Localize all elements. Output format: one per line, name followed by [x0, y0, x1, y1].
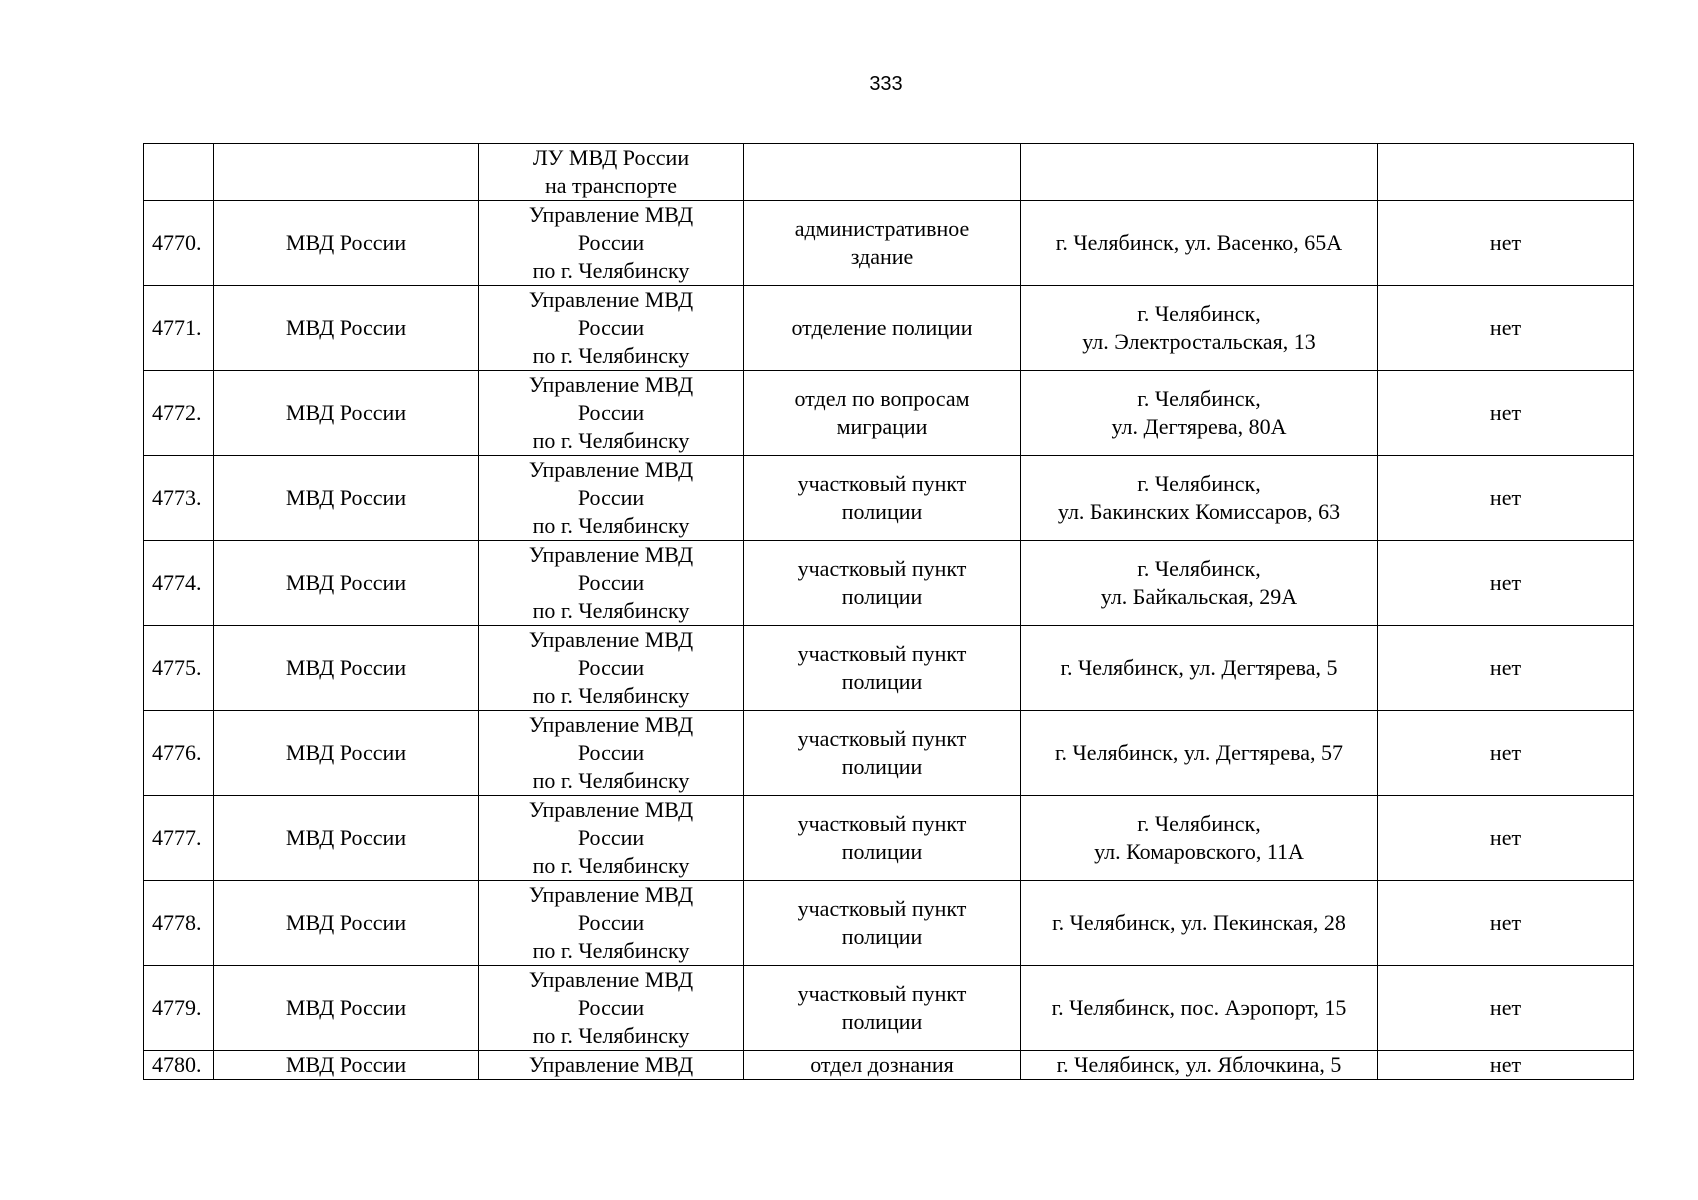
- cell-ministry: МВД России: [214, 286, 479, 371]
- cell-object-type-line: участковый пункт: [797, 981, 967, 1006]
- cell-ministry: [214, 144, 479, 201]
- cell-address: [1021, 881, 1378, 966]
- cell-department: [479, 456, 744, 541]
- table-row: [144, 796, 1634, 881]
- cell-object-type-line: полиции: [841, 754, 923, 779]
- cell-address: [1021, 626, 1378, 711]
- cell-flag: нет: [1378, 711, 1634, 796]
- cell-flag: нет: [1378, 201, 1634, 286]
- table-row: [144, 286, 1634, 371]
- cell-department-line: Управление МВД: [528, 372, 694, 397]
- cell-address: [1021, 286, 1378, 371]
- cell-number: 4770.: [144, 201, 214, 286]
- cell-department-line: Управление МВД: [528, 1052, 694, 1077]
- cell-department: [479, 201, 744, 286]
- cell-address: [1021, 541, 1378, 626]
- cell-department-line: России: [577, 825, 645, 850]
- cell-department-line: Управление МВД: [528, 712, 694, 737]
- cell-number: 4774.: [144, 541, 214, 626]
- cell-department-line: Управление МВД: [528, 967, 694, 992]
- cell-department: [479, 881, 744, 966]
- cell-department-line: России: [577, 400, 645, 425]
- cell-object-type-line: участковый пункт: [797, 896, 967, 921]
- cell-object-type-line: полиции: [841, 499, 923, 524]
- cell-object-type-line: участковый пункт: [797, 726, 967, 751]
- cell-address-line: г. Челябинск, пос. Аэропорт, 15: [1051, 995, 1347, 1020]
- cell-department: [479, 711, 744, 796]
- cell-object-type: [744, 456, 1021, 541]
- cell-department-line: по г. Челябинску: [532, 768, 690, 793]
- cell-address-line: ул. Дегтярева, 80А: [1111, 414, 1287, 439]
- cell-object-type: [744, 966, 1021, 1051]
- cell-department-line: Управление МВД: [528, 882, 694, 907]
- cell-department: [479, 286, 744, 371]
- cell-address: [1021, 711, 1378, 796]
- table-row: [144, 371, 1634, 456]
- table-row: [144, 626, 1634, 711]
- cell-department-line: ЛУ МВД России: [532, 145, 690, 170]
- table-row: [144, 881, 1634, 966]
- cell-address-line: г. Челябинск, ул. Дегтярева, 57: [1054, 740, 1344, 765]
- cell-address: [1021, 966, 1378, 1051]
- cell-department-line: по г. Челябинску: [532, 598, 690, 623]
- cell-object-type-line: участковый пункт: [797, 556, 967, 581]
- cell-ministry: МВД России: [214, 966, 479, 1051]
- cell-number: 4778.: [144, 881, 214, 966]
- cell-ministry: МВД России: [214, 711, 479, 796]
- cell-object-type-line: отдел по вопросам: [794, 386, 970, 411]
- cell-object-type-line: участковый пункт: [797, 811, 967, 836]
- cell-department-line: по г. Челябинску: [532, 428, 690, 453]
- cell-department-line: России: [577, 570, 645, 595]
- table-row: [144, 1051, 1634, 1080]
- cell-ministry: МВД России: [214, 796, 479, 881]
- cell-department-line: Управление МВД: [528, 627, 694, 652]
- cell-department-line: Управление МВД: [528, 202, 694, 227]
- cell-object-type-line: административное: [794, 216, 970, 241]
- cell-object-type-line: миграции: [836, 414, 928, 439]
- cell-address-line: г. Челябинск,: [1137, 301, 1261, 326]
- cell-address: [1021, 144, 1378, 201]
- cell-ministry: МВД России: [214, 456, 479, 541]
- table-row: [144, 456, 1634, 541]
- cell-department-line: по г. Челябинску: [532, 1023, 690, 1048]
- cell-ministry: МВД России: [214, 881, 479, 966]
- cell-number: 4779.: [144, 966, 214, 1051]
- cell-department-line: Управление МВД: [528, 457, 694, 482]
- cell-department: [479, 966, 744, 1051]
- cell-department-line: России: [577, 655, 645, 680]
- cell-address: [1021, 201, 1378, 286]
- cell-object-type-line: полиции: [841, 839, 923, 864]
- table-row-continuation: [144, 144, 1634, 201]
- cell-department-line: России: [577, 230, 645, 255]
- cell-department: [479, 626, 744, 711]
- cell-address-line: ул. Байкальская, 29А: [1100, 584, 1298, 609]
- cell-address-line: ул. Электростальская, 13: [1082, 329, 1316, 354]
- cell-department-line: по г. Челябинску: [532, 683, 690, 708]
- cell-department-line: Управление МВД: [528, 542, 694, 567]
- cell-address-line: г. Челябинск, ул. Яблочкина, 5: [1056, 1052, 1342, 1077]
- cell-object-type-line: участковый пункт: [797, 471, 967, 496]
- cell-flag: нет: [1378, 541, 1634, 626]
- cell-department-line: по г. Челябинску: [532, 938, 690, 963]
- cell-address-line: г. Челябинск,: [1137, 811, 1261, 836]
- cell-department: [479, 371, 744, 456]
- cell-object-type-line: полиции: [841, 669, 923, 694]
- cell-department-line: на транспорте: [544, 173, 678, 198]
- cell-department-line: России: [577, 740, 645, 765]
- cell-object-type: [744, 881, 1021, 966]
- cell-object-type-line: полиции: [841, 584, 923, 609]
- cell-department: [479, 1051, 744, 1080]
- cell-object-type: [744, 711, 1021, 796]
- cell-address-line: г. Челябинск, ул. Васенко, 65А: [1055, 230, 1343, 255]
- cell-object-type: [744, 541, 1021, 626]
- cell-department-line: России: [577, 910, 645, 935]
- cell-number: 4773.: [144, 456, 214, 541]
- cell-flag: нет: [1378, 796, 1634, 881]
- cell-object-type-line: отдел дознания: [810, 1052, 954, 1077]
- cell-object-type: [744, 144, 1021, 201]
- cell-ministry: МВД России: [214, 201, 479, 286]
- cell-address-line: г. Челябинск,: [1137, 386, 1261, 411]
- cell-address-line: ул. Бакинских Комиссаров, 63: [1057, 499, 1341, 524]
- cell-number: 4775.: [144, 626, 214, 711]
- table-row: [144, 541, 1634, 626]
- cell-object-type-line: полиции: [841, 924, 923, 949]
- cell-number: 4771.: [144, 286, 214, 371]
- cell-object-type: [744, 286, 1021, 371]
- cell-flag: нет: [1378, 626, 1634, 711]
- cell-department-line: по г. Челябинску: [532, 258, 690, 283]
- registry-table: [143, 143, 1634, 1080]
- table-row: [144, 711, 1634, 796]
- cell-number: 4780.: [144, 1051, 214, 1080]
- cell-flag: нет: [1378, 881, 1634, 966]
- cell-object-type: [744, 201, 1021, 286]
- cell-flag: нет: [1378, 1051, 1634, 1080]
- cell-flag: нет: [1378, 286, 1634, 371]
- cell-object-type: [744, 371, 1021, 456]
- cell-department: [479, 796, 744, 881]
- cell-number: 4776.: [144, 711, 214, 796]
- cell-object-type-line: участковый пункт: [797, 641, 967, 666]
- cell-address-line: г. Челябинск, ул. Пекинская, 28: [1052, 910, 1346, 935]
- cell-object-type: [744, 626, 1021, 711]
- cell-department-line: России: [577, 315, 645, 340]
- cell-department-line: России: [577, 485, 645, 510]
- table-row: [144, 201, 1634, 286]
- cell-department-line: Управление МВД: [528, 287, 694, 312]
- page-number: 333: [869, 73, 903, 95]
- cell-department: [479, 144, 744, 201]
- cell-number: [144, 144, 214, 201]
- cell-address-line: г. Челябинск,: [1137, 471, 1261, 496]
- cell-ministry: МВД России: [214, 1051, 479, 1080]
- cell-ministry: МВД России: [214, 371, 479, 456]
- cell-address: [1021, 456, 1378, 541]
- cell-address-line: г. Челябинск,: [1137, 556, 1261, 581]
- cell-object-type-line: полиции: [841, 1009, 923, 1034]
- cell-department: [479, 541, 744, 626]
- cell-object-type-line: отделение полиции: [791, 315, 973, 340]
- cell-object-type-line: здание: [850, 244, 914, 269]
- cell-ministry: МВД России: [214, 541, 479, 626]
- cell-department-line: по г. Челябинску: [532, 343, 690, 368]
- table-body: [144, 144, 1634, 1080]
- cell-department-line: по г. Челябинску: [532, 513, 690, 538]
- cell-flag: нет: [1378, 371, 1634, 456]
- cell-flag: нет: [1378, 966, 1634, 1051]
- cell-address: [1021, 796, 1378, 881]
- table-row: [144, 966, 1634, 1051]
- cell-address-line: г. Челябинск, ул. Дегтярева, 5: [1060, 655, 1338, 680]
- cell-department-line: России: [577, 995, 645, 1020]
- cell-address: [1021, 371, 1378, 456]
- cell-object-type: [744, 1051, 1021, 1080]
- cell-ministry: МВД России: [214, 626, 479, 711]
- cell-address-line: ул. Комаровского, 11А: [1094, 839, 1304, 864]
- cell-number: 4772.: [144, 371, 214, 456]
- cell-address: [1021, 1051, 1378, 1080]
- cell-flag: [1378, 144, 1634, 201]
- cell-department-line: Управление МВД: [528, 797, 694, 822]
- cell-number: 4777.: [144, 796, 214, 881]
- cell-object-type: [744, 796, 1021, 881]
- cell-flag: нет: [1378, 456, 1634, 541]
- cell-department-line: по г. Челябинску: [532, 853, 690, 878]
